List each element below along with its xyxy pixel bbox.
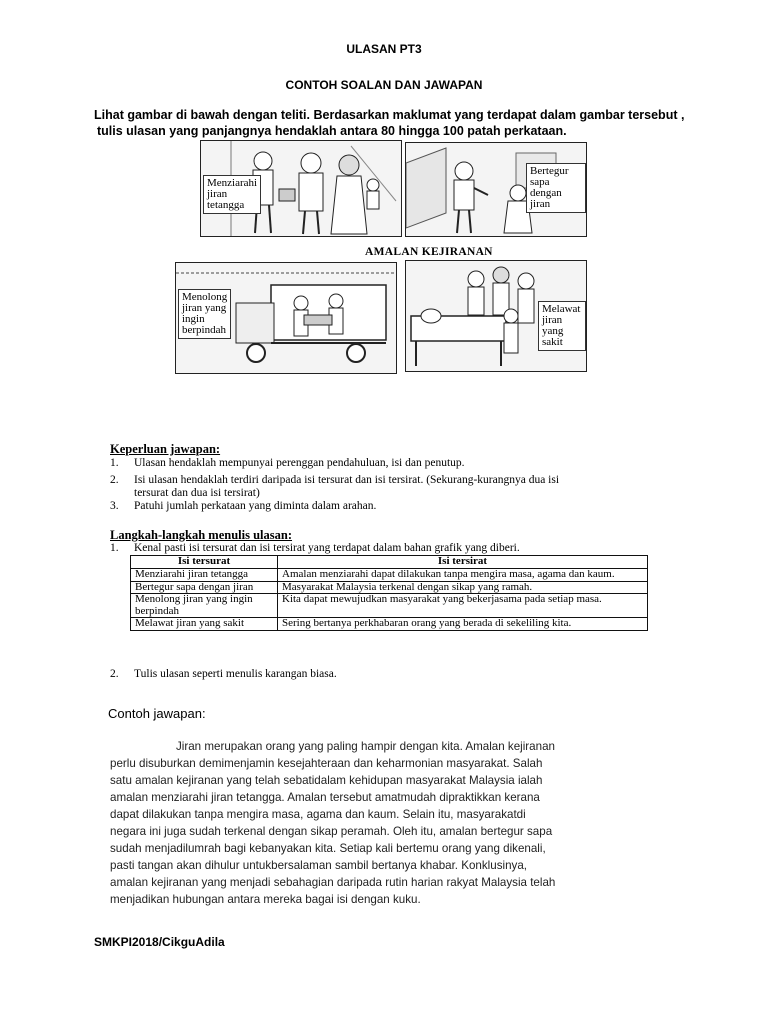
answer-line: satu amalan kejiranan yang telah sebatidalam kehidupan masyarakat Malaysia ialah xyxy=(110,774,543,787)
figure-caption: AMALAN KEJIRANAN xyxy=(365,246,493,258)
answer-line: amalan menziarahi jiran tetangga. Amalan tersebut amatmudah dipraktikkan kerana xyxy=(110,791,540,804)
step-number: 1. xyxy=(110,542,119,554)
amalan-kejiranan-figure xyxy=(165,140,620,375)
panel-label-bertegur-sapa: Bertegur sapa dengan jiran xyxy=(526,163,586,213)
panel-menolong xyxy=(175,262,397,374)
isi-table xyxy=(130,555,648,631)
panel-label-melawat: Melawat jiran yang sakit xyxy=(538,301,586,351)
step-item xyxy=(110,542,650,556)
answer-line: Jiran merupakan orang yang paling hampir dengan kita. Amalan kejiranan xyxy=(176,740,555,753)
requirements-heading: Keperluan jawapan: xyxy=(110,442,221,456)
panel-menziarahi xyxy=(200,140,402,237)
page-subtitle: CONTOH SOALAN DAN JAWAPAN xyxy=(285,78,483,92)
requirement-number: 1. xyxy=(110,457,119,469)
panel-label-menolong: Menolong jiran yang ingin berpindah xyxy=(178,289,231,339)
answer-line: negara ini juga sudah terkenal dengan sikap peramah. Oleh itu, amalan bertegur sapa xyxy=(110,825,553,838)
step-text: Tulis ulasan seperti menulis karangan biasa. xyxy=(134,668,337,680)
instruction-line-2: tulis ulasan yang panjangnya hendaklah antara 80 hingga 100 patah perkataan. xyxy=(97,124,567,138)
answer-line: perlu disuburkan demimenjamin kesejahteraan dan keharmonian masyarakat. Salah xyxy=(110,757,543,770)
answer-line: menjadikan hubungan antara mereka bagai isi dengan kuku. xyxy=(110,893,421,906)
table-cell: Menziarahi jiran tetangga xyxy=(131,569,278,582)
table-cell: Sering bertanya perkhabaran orang yang berada di sekeliling kita. xyxy=(278,618,648,631)
requirement-number: 2. xyxy=(110,474,119,486)
panel-bertegur-sapa xyxy=(405,142,587,237)
table-cell: Bertegur sapa dengan jiran xyxy=(131,581,278,594)
footer-credit: SMKPI2018/CikguAdila xyxy=(94,935,225,949)
table-cell: Menolong jiran yang ingin berpindah xyxy=(131,594,278,618)
step-text: Kenal pasti isi tersurat dan isi tersirat yang terdapat dalam bahan grafik yang diberi. xyxy=(134,542,520,554)
requirement-text: Isi ulasan hendaklah terdiri daripada isi tersurat dan isi tersirat. (Sekurang-kurangnya dua isi xyxy=(134,474,560,486)
answer-line: sudah menjadilumrah bagi kebanyakan kita. Setiap kali bertemu orang yang dikenali, xyxy=(110,842,546,855)
instruction-line-1: Lihat gambar di bawah dengan teliti. Berdasarkan maklumat yang terdapat dalam gambar tersebut , xyxy=(94,108,685,122)
requirement-text: Patuhi jumlah perkataan yang diminta dalam arahan. xyxy=(134,500,377,512)
table-row xyxy=(131,581,648,594)
answer-line: pasti tangan akan dihulur untukbersalaman sambil bertanya khabar. Konklusinya, xyxy=(110,859,527,872)
table-header-tersirat: Isi tersirat xyxy=(278,556,648,569)
requirement-number: 3. xyxy=(110,500,119,512)
step-item xyxy=(110,668,650,682)
table-row xyxy=(131,618,648,631)
panel-label-menziarahi: Menziarahi jiran tetangga xyxy=(203,175,261,214)
page-title: ULASAN PT3 xyxy=(346,42,422,56)
table-row xyxy=(131,569,648,582)
requirement-item xyxy=(110,457,650,472)
requirement-item xyxy=(110,500,650,515)
requirement-text: tersurat dan dua isi tersirat) xyxy=(134,487,260,499)
steps-heading: Langkah-langkah menulis ulasan: xyxy=(110,528,293,542)
table-cell: Kita dapat mewujudkan masyarakat yang bekerjasama pada setiap masa. xyxy=(278,594,648,618)
table-cell: Amalan menziarahi dapat dilakukan tanpa mengira masa, agama dan kaum. xyxy=(278,569,648,582)
table-header-row xyxy=(131,556,648,569)
requirement-text: Ulasan hendaklah mempunyai perenggan pendahuluan, isi dan penutup. xyxy=(134,457,465,469)
answer-line: amalan kejiranan yang menjadi sebahagian daripada rutin harian rakyat Malaysia telah xyxy=(110,876,556,889)
answer-line: dapat dilakukan tanpa mengira masa, agama dan kaum. Selain itu, masyarakatdi xyxy=(110,808,526,821)
step-number: 2. xyxy=(110,668,119,680)
panel-melawat xyxy=(405,260,587,372)
table-cell: Melawat jiran yang sakit xyxy=(131,618,278,631)
answer-heading: Contoh jawapan: xyxy=(108,706,206,721)
table-header-tersurat: Isi tersurat xyxy=(131,556,278,569)
table-row xyxy=(131,594,648,618)
table-cell: Masyarakat Malaysia terkenal dengan sikap yang ramah. xyxy=(278,581,648,594)
